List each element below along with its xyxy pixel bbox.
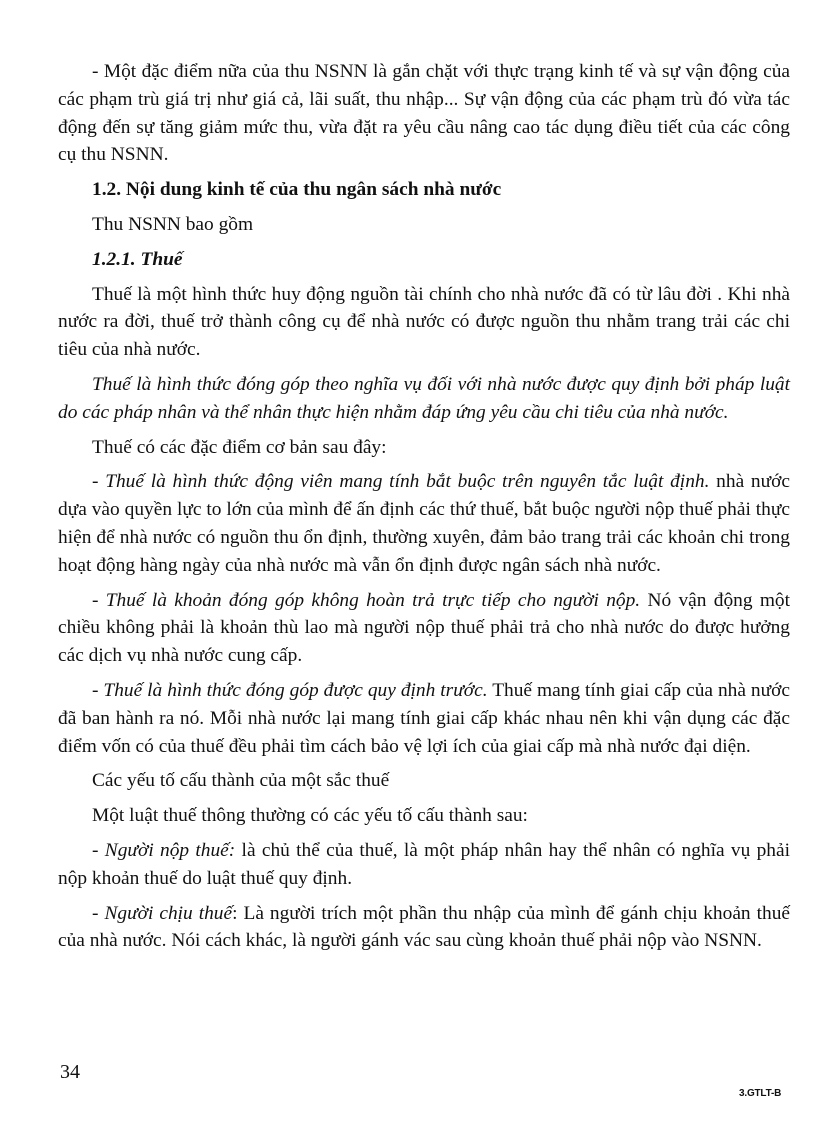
characteristic-predefined [58, 677, 790, 760]
section-heading: 1.2. Nội dung kinh tế của thu ngân sách nhà nước [92, 179, 502, 201]
intro-paragraph: - Một đặc điểm nữa của thu NSNN là gắn chặt với thực trạng kinh tế và sự vận động của các phạm trù giá trị như giá cả, lãi suất, thu nhập... Sự vận động của các phạm trù đó vừa tác động đến sự tăng giảm mức thu, vừa đặt ra yêu cầu nâng cao tác dụng điều tiết của các công cụ thu NSNN. [58, 61, 790, 166]
characteristic-text: Thuế mang tính giai cấp của nhà nước đã ban hành ra nó. Mỗi nhà nước lại mang tính giai cấp khác nhau nên khi vận dụng các đặc điểm vốn có của thuế đều phải tìm cách bảo vệ lợi ích của giai cấp mà nhà nước đại diện. [58, 679, 790, 757]
page-body [58, 58, 790, 955]
characteristic-emphasis: - Thuế là khoản đóng góp không hoàn trả trực tiếp cho người nộp. [92, 589, 641, 611]
characteristic-text: Nó vận động một chiều không phải là khoản thù lao mà người nộp thuế phải trả cho nhà nước do được hưởng các dịch vụ nhà nước cung cấp. [58, 589, 790, 667]
elements-heading: Các yếu tố cấu thành của một sắc thuế [92, 770, 390, 792]
element-term: Người chịu thuế [104, 902, 233, 924]
element-text: : Là người trích một phần thu nhập của mình để gánh chịu khoản thuế của nhà nước. Nói cách khác, là người gánh vác sau cùng khoản thuế phải nộp vào NSNN. [58, 902, 790, 952]
element-prefix: - [92, 902, 105, 924]
element-prefix: - [92, 839, 105, 861]
characteristic-text: nhà nước dựa vào quyền lực to lớn của mình để ấn định các thứ thuế, bắt buộc người nộp thuế phải thực hiện để nhà nước có nguồn thu ổn định, thường xuyên, đảm bảo trang trải các khoản chi trong hoạt động hàng ngày của nhà nước mà vẫn ổn định được ngân sách nhà nước. [58, 471, 790, 576]
page-number: 34 [60, 1061, 80, 1083]
characteristic-emphasis: - Thuế là hình thức động viên mang tính bắt buộc trên nguyên tắc luật định. [92, 471, 710, 493]
tax-definition-paragraph: Thuế là hình thức đóng góp theo nghĩa vụ đối với nhà nước được quy định bởi pháp luật do các pháp nhân và thể nhân thực hiện nhằm đáp ứng yêu cầu chi tiêu của nhà nước. [58, 373, 790, 423]
element-text: là chủ thể của thuế, là một pháp nhân hay thể nhân có nghĩa vụ phải nộp khoản thuế do luật thuế quy định. [58, 839, 790, 889]
tax-origin-paragraph: Thuế là một hình thức huy động nguồn tài chính cho nhà nước đã có từ lâu đời . Khi nhà nước ra đời, thuế trở thành công cụ để nhà nước có được nguồn thu nhằm trang trải các chi tiêu của nhà nước. [58, 283, 790, 361]
characteristic-emphasis: - Thuế là hình thức đóng góp được quy định trước. [92, 679, 488, 701]
element-taxpayer [58, 837, 790, 893]
element-term: Người nộp thuế: [104, 839, 236, 861]
subsection-heading: 1.2.1. Thuế [92, 248, 183, 270]
section-intro: Thu NSNN bao gồm [92, 213, 254, 235]
characteristic-compulsory [58, 468, 790, 579]
characteristics-intro: Thuế có các đặc điểm cơ bản sau đây: [92, 436, 387, 458]
characteristic-non-refundable [58, 587, 790, 670]
elements-intro: Một luật thuế thông thường có các yếu tố cấu thành sau: [92, 805, 528, 827]
element-tax-bearer [58, 900, 790, 956]
sheet-code: 3.GTLT-B [739, 1088, 782, 1099]
